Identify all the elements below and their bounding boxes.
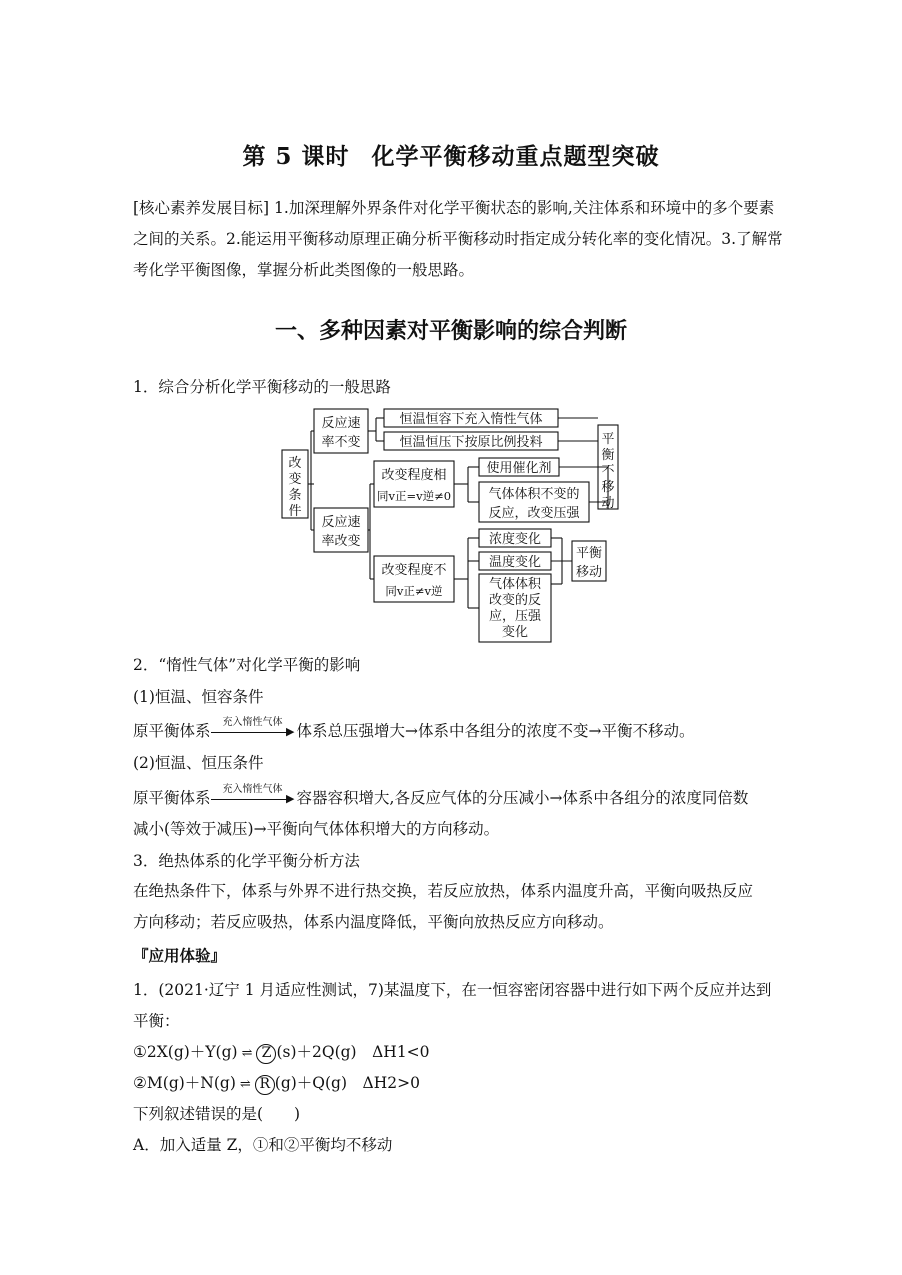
svg-text:浓度变化: 浓度变化: [488, 532, 542, 547]
equation-1: ①2X(g)＋Y(g) ⇌ Z (s)＋2Q(g) ΔH1<0: [133, 1041, 430, 1065]
practice-heading: 『应用体验』: [133, 946, 227, 965]
core-goals: [133, 193, 783, 286]
svg-text:平衡: 平衡: [575, 546, 603, 561]
svg-text:恒温恒容下充入惰性气体: 恒温恒容下充入惰性气体: [399, 412, 543, 427]
point2-sub1: (1)恒温、恒容条件: [133, 688, 264, 706]
point3-text1: 在绝热条件下，体系与外界不进行热交换，若反应放热，体系内温度升高，平衡向吸热反应: [133, 882, 754, 900]
point2-heading: 2．“惰性气体”对化学平衡的影响: [133, 656, 361, 674]
root-label-1: 改: [288, 456, 302, 471]
question-ask: 下列叙述错误的是( ): [133, 1105, 301, 1123]
point2-line1: 原平衡体系 充入惰性气体 ▶ 体系总压强增大→体系中各组分的浓度不变→平衡不移动。: [133, 717, 695, 740]
svg-text:移: 移: [601, 480, 615, 495]
point1-heading: 1．综合分析化学平衡移动的一般思路: [133, 378, 391, 396]
question-1: 1．(2021·辽宁 1 月适应性测试，7)某温度下，在一恒容密闭容器中进行如下两个反应并达到: [133, 981, 772, 999]
point2-line2: 原平衡体系 充入惰性气体 ▶ 容器容积增大,各反应气体的分压减小→体系中各组分的浓度同倍数: [133, 784, 749, 807]
svg-text:条: 条: [288, 488, 302, 503]
svg-text:温度变化: 温度变化: [488, 555, 542, 570]
page-title: 第 5 课时 化学平衡移动重点题型突破: [242, 143, 660, 170]
svg-text:动: 动: [601, 496, 615, 511]
svg-text:移动: 移动: [575, 565, 603, 580]
equilibrium-arrow-icon: ⇌: [241, 1046, 253, 1061]
svg-text:不: 不: [601, 464, 615, 479]
svg-text:率改变: 率改变: [321, 534, 361, 549]
equation-2: ②M(g)＋N(g) ⇌ R (g)＋Q(g) ΔH2>0: [133, 1072, 420, 1096]
svg-text:恒温恒压下按原比例投料: 恒温恒压下按原比例投料: [399, 435, 543, 450]
svg-text:反应速: 反应速: [321, 515, 361, 530]
option-a: A．加入适量 Z，①和②平衡均不移动: [133, 1136, 393, 1154]
svg-text:件: 件: [288, 504, 302, 519]
point3-text2: 方向移动；若反应吸热，体系内温度降低，平衡向放热反应方向移动。: [133, 913, 614, 931]
svg-text:气体体积不变的: 气体体积不变的: [488, 487, 580, 502]
svg-text:变化: 变化: [501, 625, 529, 640]
svg-text:率不变: 率不变: [321, 435, 361, 450]
svg-text:平: 平: [601, 432, 615, 447]
svg-text:同v正≠v逆: 同v正≠v逆: [385, 584, 443, 598]
circled-z: Z: [256, 1044, 276, 1064]
svg-text:改变程度相: 改变程度相: [381, 468, 447, 483]
point3-heading: 3．绝热体系的化学平衡分析方法: [133, 852, 360, 870]
section-heading: 一、多种因素对平衡影响的综合判断: [274, 318, 627, 344]
equilibrium-arrow-icon: ⇌: [239, 1077, 251, 1092]
point2-sub2: (2)恒温、恒压条件: [133, 754, 264, 772]
goals-label: [核心素养发展目标]: [133, 199, 270, 217]
svg-text:衡: 衡: [601, 448, 615, 463]
svg-text:气体体积: 气体体积: [488, 577, 542, 592]
point2-line2-cont: 减小(等效于减压)→平衡向气体体积增大的方向移动。: [133, 820, 500, 838]
svg-text:使用催化剂: 使用催化剂: [486, 461, 552, 476]
flow-diagram: [278, 404, 623, 646]
svg-text:变: 变: [288, 472, 302, 487]
question-1-cont: 平衡：: [133, 1012, 180, 1030]
svg-text:改变程度不: 改变程度不: [381, 563, 447, 578]
svg-text:同v正=v逆≠0: 同v正=v逆≠0: [376, 489, 452, 503]
right-arrow-icon: 充入惰性气体 ▶: [211, 791, 297, 807]
svg-text:应，压强: 应，压强: [488, 609, 542, 624]
goals-text: 1.加深理解外界条件对化学平衡状态的影响,关注体系和环境中的多个要素之间的关系。2.能运用平衡移动原理正确分析平衡移动时指定成分转化率的变化情况。3.了解常考化学平衡图像，掌握分析此类图像的一般思路。: [133, 199, 783, 279]
svg-text:改变的反: 改变的反: [488, 593, 542, 608]
circled-r: R: [255, 1075, 275, 1095]
right-arrow-icon: 充入惰性气体 ▶: [211, 724, 297, 740]
svg-text:反应，改变压强: 反应，改变压强: [488, 506, 580, 521]
svg-text:反应速: 反应速: [321, 416, 361, 431]
